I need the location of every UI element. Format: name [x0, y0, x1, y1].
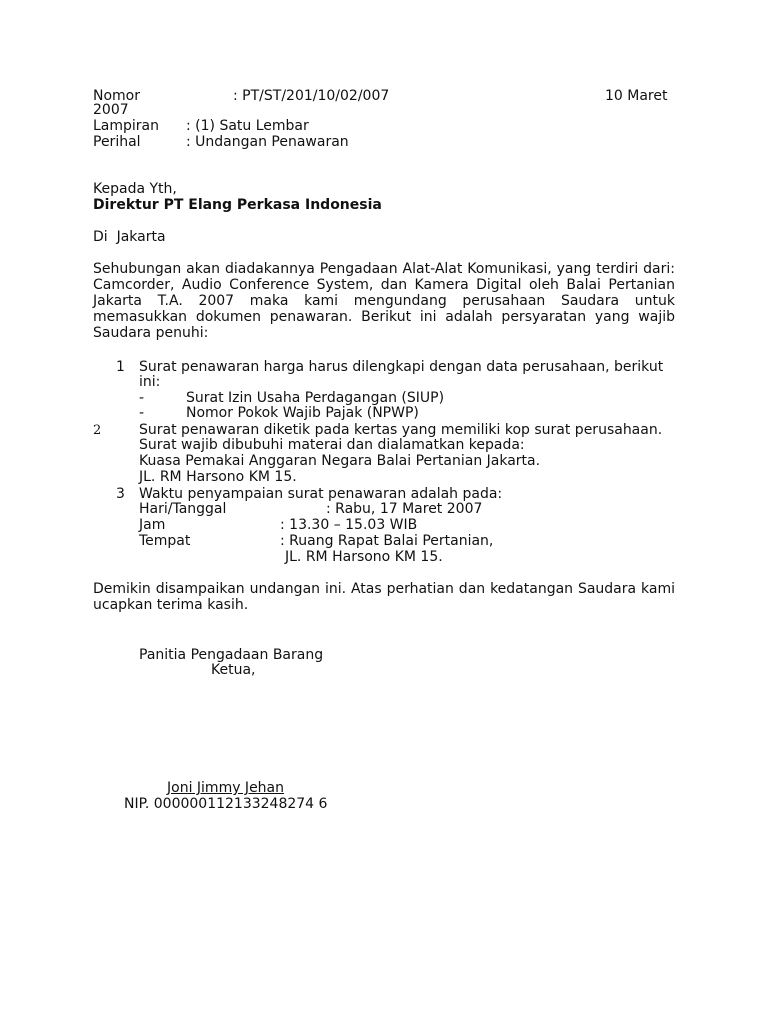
date-line1: 10 Maret [605, 88, 668, 104]
requirement-1-sub1-dash: - [139, 390, 145, 406]
tempat-label: Tempat [139, 533, 191, 549]
requirement-1-line2: ini: [139, 374, 161, 390]
nomor-value: : PT/ST/201/10/02/007 [233, 88, 390, 104]
requirement-3-number: 3 [116, 486, 125, 502]
recipient-salutation: Kepada Yth, [93, 181, 177, 197]
tempat-value: : Ruang Rapat Balai Pertanian, [280, 533, 494, 549]
requirement-1-line1: Surat penawaran harga harus dilengkapi dengan data perusahaan, berikut [139, 359, 664, 375]
jam-value: : 13.30 – 15.03 WIB [280, 517, 418, 533]
date-line2: 2007 [93, 102, 129, 118]
requirement-2-number: 2 [93, 423, 102, 438]
committee-name: Panitia Pengadaan Barang [139, 647, 324, 663]
nomor-label: Nomor [93, 88, 140, 104]
requirement-1-sub2-text: Nomor Pokok Wajib Pajak (NPWP) [186, 405, 419, 421]
requirement-1-number: 1 [116, 359, 125, 375]
hari-value: : Rabu, 17 Maret 2007 [326, 501, 483, 517]
requirement-2-line2: Surat wajib dibubuhi materai dan dialamatkan kepada: [139, 437, 525, 453]
requirement-2-line1: Surat penawaran diketik pada kertas yang memiliki kop surat perusahaan. [139, 422, 663, 438]
intro-paragraph: Sehubungan akan diadakannya Pengadaan Alat-Alat Komunikasi, yang terdiri dari: Camcorder, Audio Conference System, dan Kamera Digital oleh Balai Pertanian Jakarta T.A. 2007 maka kami mengundang perusahaan Saudara untuk memasukkan dokumen penawaran. Berikut ini adalah persyaratan yang wajib Saudara penuhi: [93, 261, 675, 341]
signatory-name: Joni Jimmy Jehan [167, 780, 285, 796]
lampiran-value: : (1) Satu Lembar [186, 118, 309, 134]
tempat-value-line2: JL. RM Harsono KM 15. [285, 549, 443, 565]
requirement-3-line1: Waktu penyampaian surat penawaran adalah pada: [139, 486, 503, 502]
hari-label: Hari/Tanggal [139, 501, 227, 517]
recipient-location: Di Jakarta [93, 229, 166, 245]
perihal-label: Perihal [93, 134, 141, 150]
lampiran-label: Lampiran [93, 118, 160, 134]
requirement-2-line4: JL. RM Harsono KM 15. [139, 469, 297, 485]
requirement-1-sub1-text: Surat Izin Usaha Perdagangan (SIUP) [186, 390, 445, 406]
requirement-2-line3: Kuasa Pemakai Anggaran Negara Balai Pertanian Jakarta. [139, 453, 541, 469]
jam-label: Jam [139, 517, 166, 533]
signatory-nip: NIP. 000000112133248274 6 [124, 796, 328, 812]
closing-paragraph: Demikin disampaikan undangan ini. Atas perhatian dan kedatangan Saudara kami ucapkan terima kasih. [93, 581, 675, 613]
recipient-name: Direktur PT Elang Perkasa Indonesia [93, 197, 382, 213]
requirement-1-sub2-dash: - [139, 405, 145, 421]
perihal-value: : Undangan Penawaran [186, 134, 349, 150]
signature-role: Ketua, [211, 662, 256, 678]
